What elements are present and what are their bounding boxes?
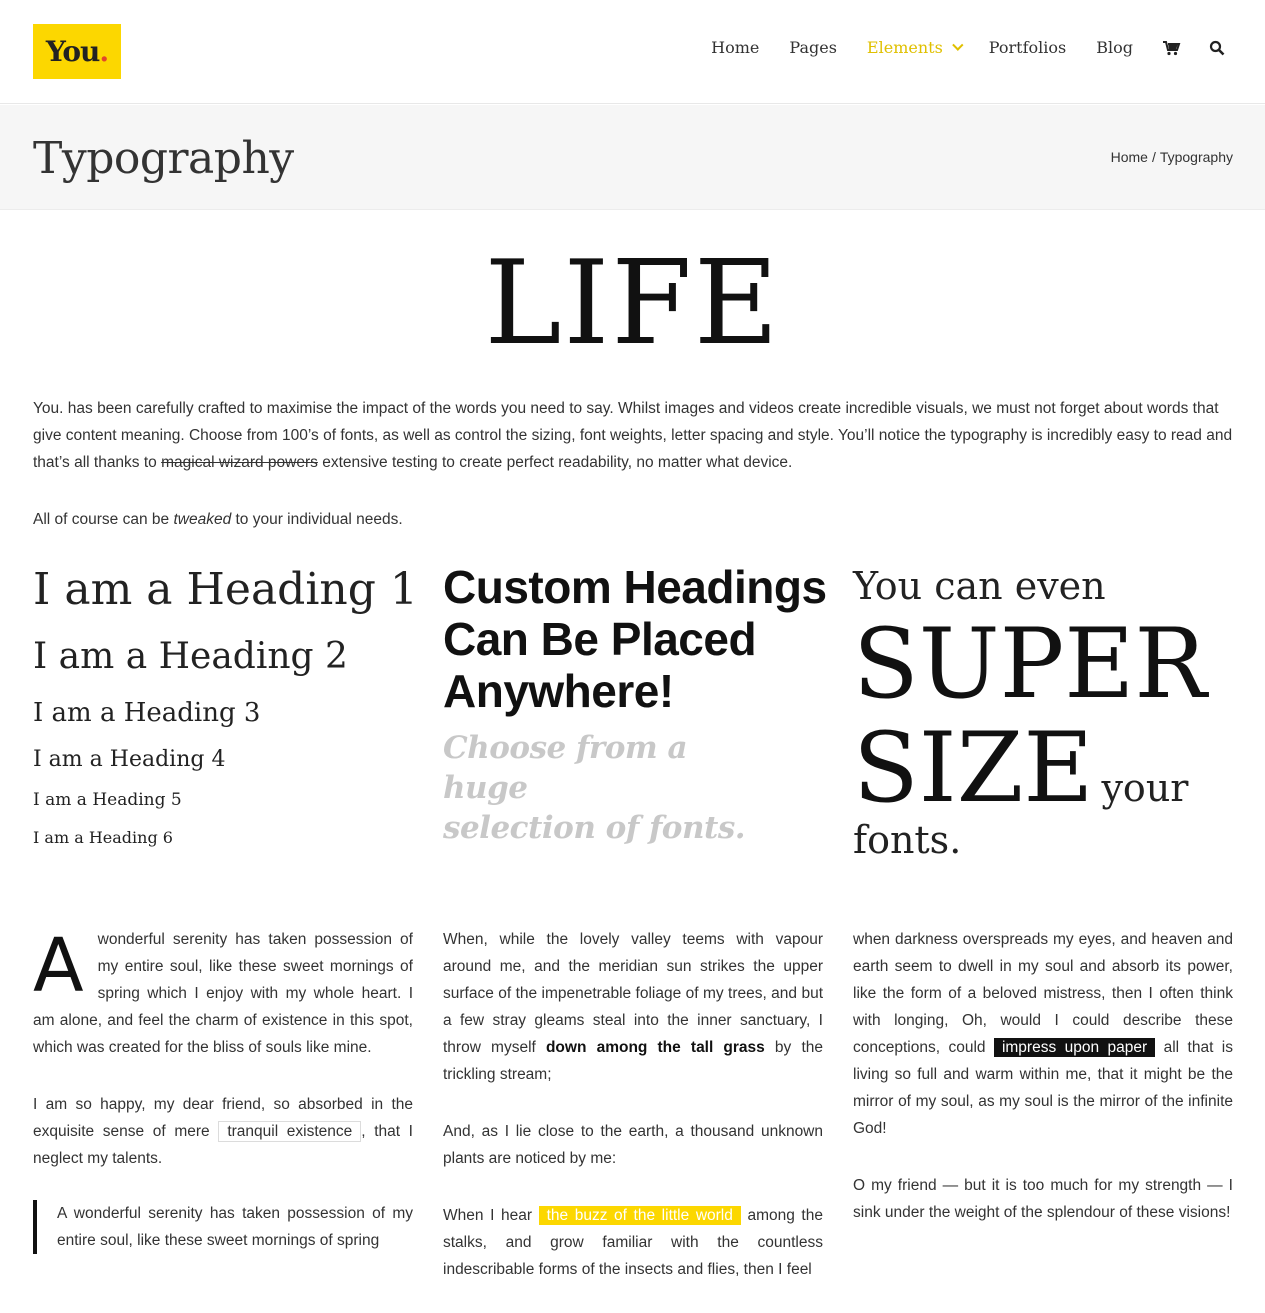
nav-elements[interactable]	[867, 38, 959, 57]
search-icon[interactable]	[1209, 40, 1225, 56]
intro-paragraph: You. has been carefully crafted to maximise the impact of the words you need to say. Whilst images and videos create incredible visuals, we must not forget about words that give content meaning. Choose from 100’s of fonts, as well as control the sizing, font weights, letter spacing and style. You’ll notice the typography is incredibly easy to read and that’s all thanks to magical wizard powers extensive testing to create perfect readability, no matter what device.	[33, 400, 1233, 471]
script-subheading: Choose from a huge selection of fonts.	[443, 730, 746, 846]
paragraph: when darkness overspreads my eyes, and heaven and earth seem to dwell in my soul and absorb its power, like the form of a beloved mistress, then I often think with longing, Oh, would I could describe these conceptions, could impress upon paper all that is living so full and warm within me, that it might be the mirror of my soul, as my soul is the mirror of the infinite God!	[853, 931, 1233, 1137]
dropcap-paragraph: Awonderful serenity has taken possession of my entire soul, like these sweet mornings of spring which I enjoy with my whole heart. I am alone, and feel the charm of existence in this spot, which was created for the bliss of souls like mine.	[33, 923, 413, 1056]
breadcrumb-current: Typography	[1159, 149, 1233, 165]
nav-blog[interactable]: Blog	[1096, 38, 1133, 57]
paragraph: O my friend — but it is too much for my strength — I sink under the weight of the splendour of these visions!	[853, 1177, 1233, 1221]
heading-1: I am a Heading 1	[33, 564, 418, 615]
site-header	[0, 0, 1265, 104]
blockquote: A wonderful serenity has taken possession of my entire soul, like these sweet mornings of spring	[33, 1200, 413, 1254]
custom-heading: Custom Headings Can Be Placed Anywhere!	[443, 561, 827, 717]
paragraph: I am so happy, my dear friend, so absorbed in the exquisite sense of mere tranquil existence , that I neglect my talents.	[33, 1096, 413, 1167]
shopping-cart-icon[interactable]	[1163, 40, 1179, 56]
heading-5: I am a Heading 5	[33, 790, 182, 810]
dropcap: A	[33, 923, 84, 1009]
nav-pages[interactable]: Pages	[789, 38, 837, 57]
heading-3: I am a Heading 3	[33, 698, 261, 728]
breadcrumb	[1111, 149, 1233, 165]
struck-text: magical wizard powers	[161, 454, 318, 471]
heading-6: I am a Heading 6	[33, 828, 173, 847]
page-title-bar	[0, 105, 1265, 210]
yellow-highlight: the buzz of the little world	[539, 1206, 741, 1225]
nav-elements-label: Elements	[866, 38, 943, 57]
bold-text: down among the tall grass	[545, 1039, 765, 1056]
paragraph: When, while the lovely valley teems with vapour around me, and the meridian sun strikes the upper surface of the impenetrable foliage of my trees, and but a few stray gleams steal into the inner sanctuary, I throw myself down among the tall grass by the trickling stream;	[443, 931, 823, 1083]
chevron-down-icon	[952, 39, 963, 50]
breadcrumb-separator: /	[1151, 149, 1156, 165]
dark-highlight: impress upon paper	[994, 1038, 1155, 1057]
emphasis-text: tweaked	[173, 511, 232, 528]
logo-text: You.	[45, 35, 109, 68]
heading-4: I am a Heading 4	[33, 747, 226, 772]
text-column-3	[853, 926, 1233, 1256]
boxed-text: tranquil existence	[218, 1121, 361, 1142]
hero-word: LIFE	[484, 236, 781, 371]
nav-home[interactable]: Home	[711, 38, 760, 57]
supersize-intro: You can even	[853, 564, 1106, 608]
nav-portfolios[interactable]: Portfolios	[988, 38, 1067, 57]
tweak-paragraph: All of course can be tweaked to your individual needs.	[33, 511, 403, 528]
supersize-fonts: fonts.	[853, 818, 962, 862]
main-nav	[681, 38, 1225, 57]
text-column-1	[33, 923, 413, 1254]
breadcrumb-home[interactable]: Home	[1110, 149, 1148, 165]
paragraph: And, as I lie close to the earth, a thousand unknown plants are noticed by me:	[443, 1123, 823, 1167]
supersize-size: SIZE your	[853, 712, 1189, 824]
page-title: Typography	[33, 133, 294, 184]
site-logo[interactable]	[33, 24, 121, 79]
heading-2: I am a Heading 2	[33, 636, 348, 677]
paragraph: When I hear the buzz of the little world among the stalks, and grow familiar with the countless indescribable forms of the insects and flies, then I feel	[443, 1207, 823, 1278]
text-column-2	[443, 926, 823, 1313]
supersize-super: SUPER	[853, 608, 1207, 720]
